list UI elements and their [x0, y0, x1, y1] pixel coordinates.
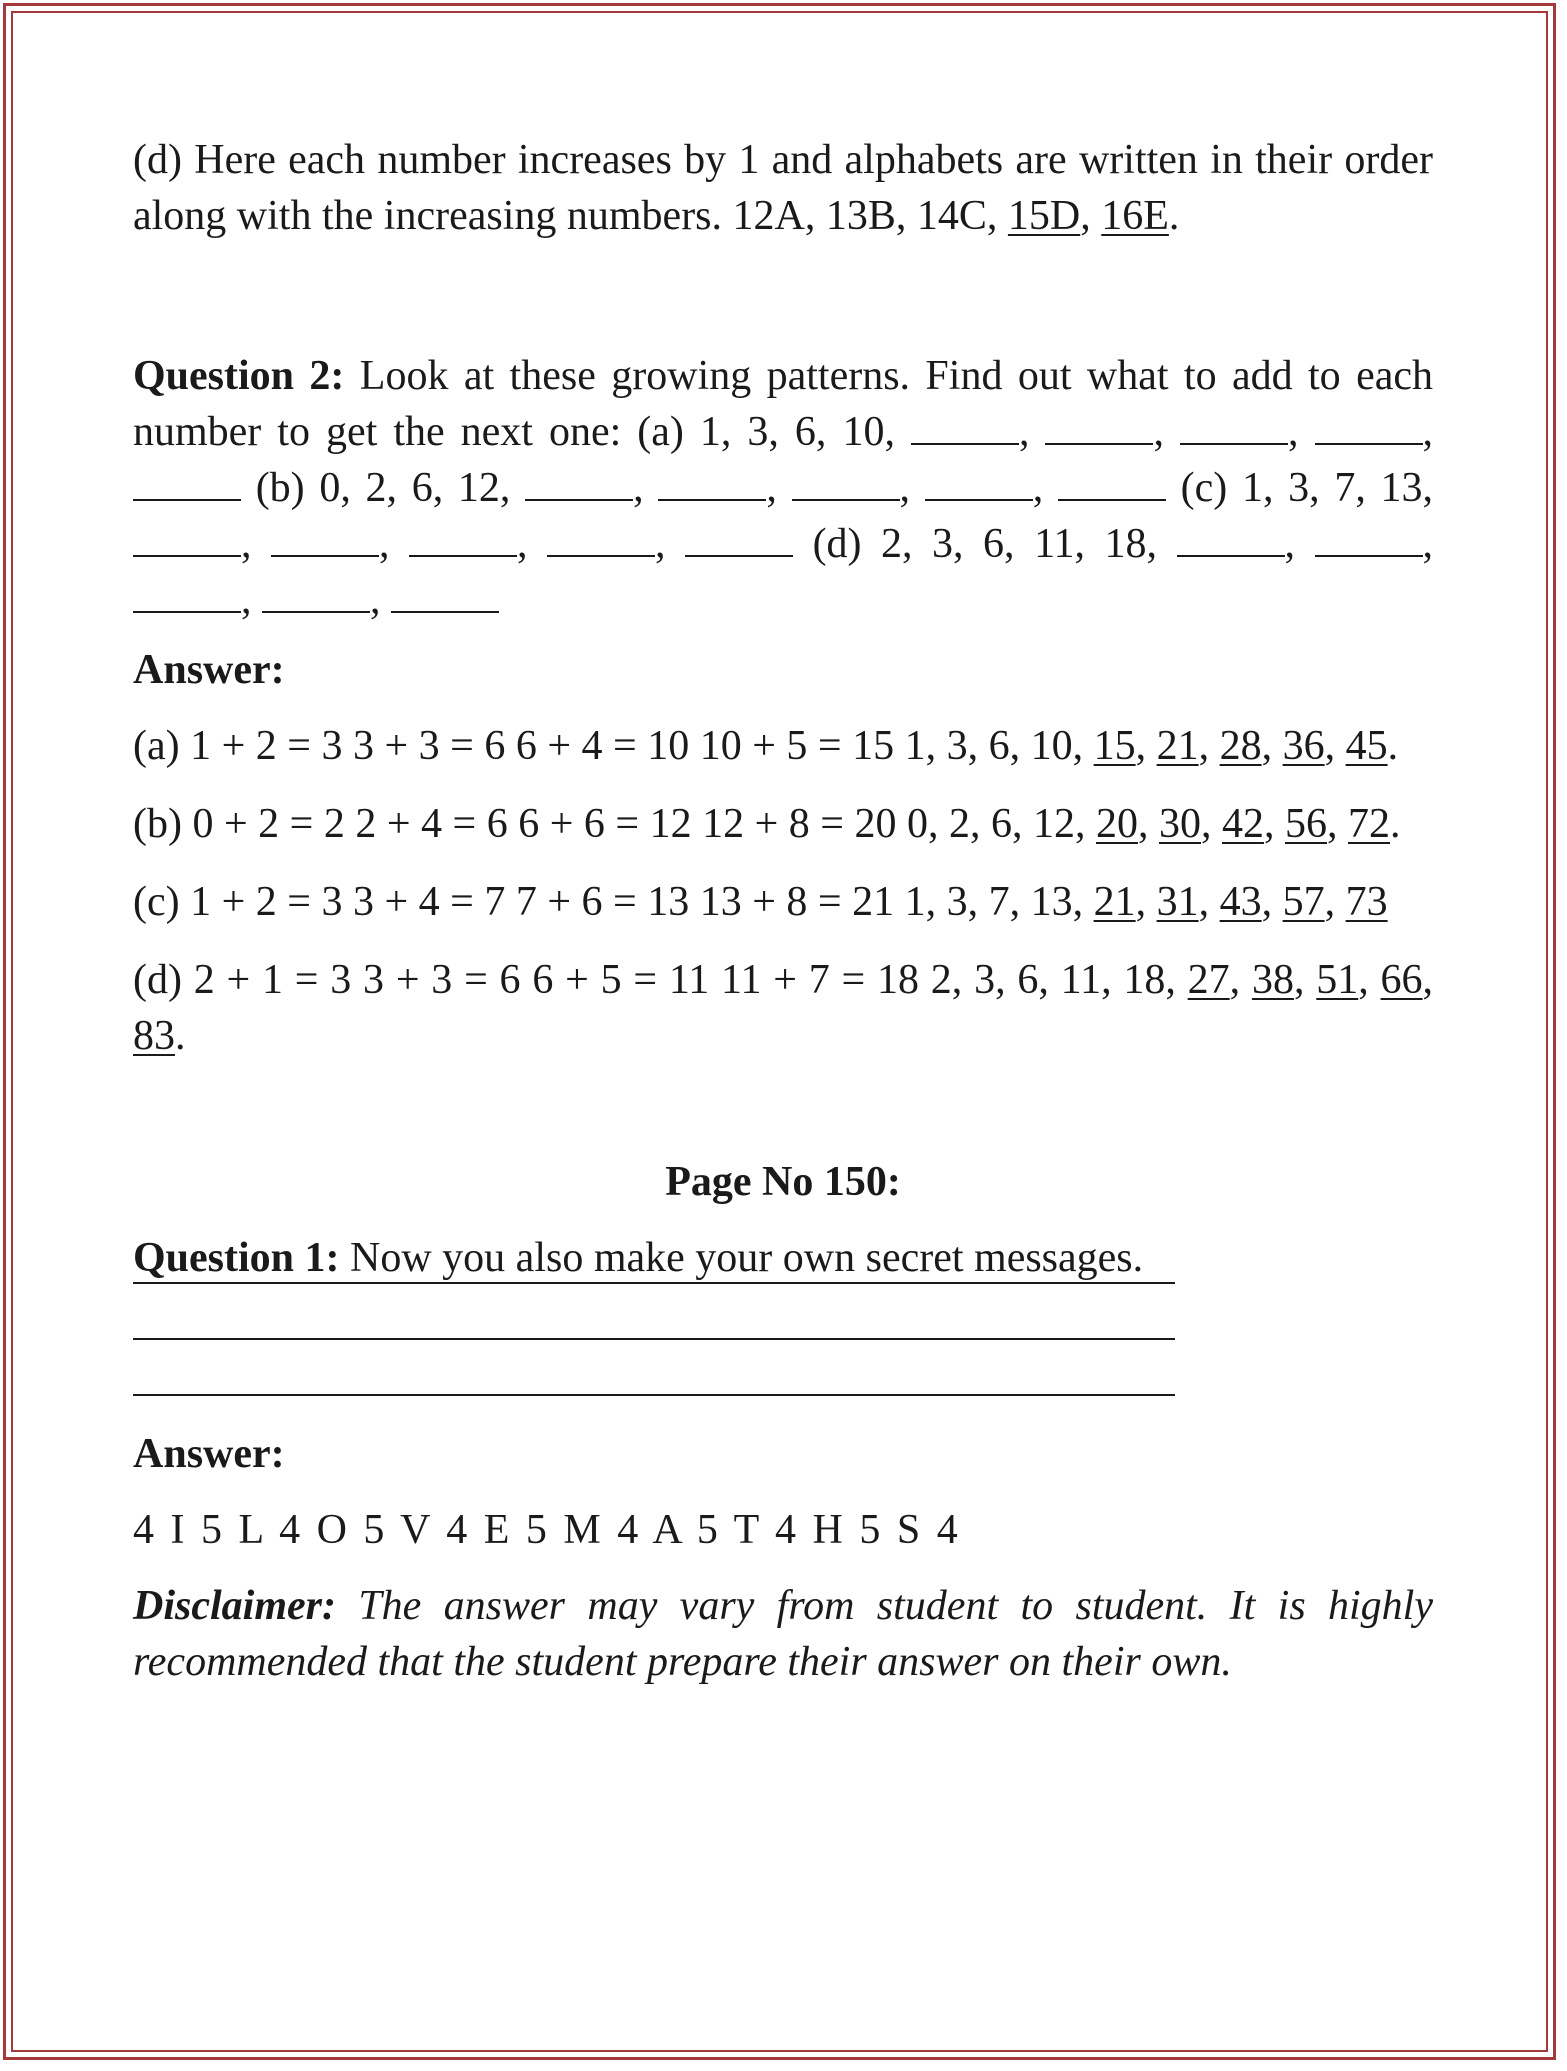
answer-value: 31	[1156, 879, 1199, 925]
blank[interactable]	[133, 463, 241, 501]
blank[interactable]	[547, 519, 655, 557]
answer-value: 42	[1221, 801, 1264, 847]
answer-value: 73	[1345, 879, 1388, 925]
question-1-label: Question 1:	[133, 1235, 340, 1281]
blank[interactable]	[1315, 519, 1423, 557]
blank[interactable]	[262, 575, 370, 613]
blank[interactable]	[911, 407, 1019, 445]
blank[interactable]	[271, 519, 379, 557]
blank[interactable]	[525, 463, 633, 501]
blank[interactable]	[685, 519, 793, 557]
answer-15d: 15D	[1007, 193, 1081, 239]
prev-question-d: (d) Here each number increases by 1 and alphabets are written in their order along with the increasing numbers. 12A, 13B, 14C, 15D, 16E.	[133, 137, 1433, 239]
answer-d: (d) 2 + 1 = 3 3 + 3 = 6 6 + 5 = 11 11 + 7 = 18 2, 3, 6, 11, 18, 27, 38, 51, 66, 83.	[133, 957, 1434, 1059]
blank[interactable]	[133, 519, 241, 557]
answer-value: 21	[1156, 723, 1199, 769]
answer-value: 36	[1282, 723, 1325, 769]
blank[interactable]	[1058, 463, 1166, 501]
answer-value: 30	[1158, 801, 1201, 847]
question-1: Question 1: Now you also make your own secret messages.	[133, 1235, 1144, 1281]
answer-heading-2: Answer:	[133, 1431, 285, 1477]
answer-value: 15	[1093, 723, 1136, 769]
answer-value: 27	[1187, 957, 1230, 1003]
secret-code: 4 I 5 L 4 O 5 V 4 E 5 M 4 A 5 T 4 H 5 S 4	[133, 1507, 961, 1553]
answer-b: (b) 0 + 2 = 2 2 + 4 = 6 6 + 6 = 12 12 + 8 = 20 0, 2, 6, 12, 20, 30, 42, 56, 72.	[133, 801, 1401, 847]
blank[interactable]	[1180, 407, 1288, 445]
answer-value: 43	[1219, 879, 1262, 925]
answer-value: 56	[1284, 801, 1327, 847]
answer-line[interactable]	[133, 1394, 1175, 1396]
answer-value: 57	[1282, 879, 1325, 925]
answer-line[interactable]	[133, 1338, 1175, 1340]
answer-value: 20	[1095, 801, 1138, 847]
answer-a: (a) 1 + 2 = 3 3 + 3 = 6 6 + 4 = 10 10 + 5 = 15 1, 3, 6, 10, 15, 21, 28, 36, 45.	[133, 723, 1399, 769]
answer-c: (c) 1 + 2 = 3 3 + 4 = 7 7 + 6 = 13 13 + 8 = 21 1, 3, 7, 13, 21, 31, 43, 57, 73	[133, 879, 1388, 925]
question-2: Question 2: Look at these growing patterns. Find out what to add to each number to get the next one: (a) 1, 3, 6, 10, , , , , (b) 0, 2, 6, 12, , , , , (c) 1, 3, 7, 13, , , , , (d) 2, 3, 6, 11, 18, , , , ,	[133, 353, 1434, 623]
blank[interactable]	[409, 519, 517, 557]
answer-value: 72	[1347, 801, 1390, 847]
answer-value: 28	[1219, 723, 1262, 769]
answer-value: 66	[1380, 957, 1423, 1003]
disclaimer: Disclaimer: The answer may vary from student to student. It is highly recommended that the student prepare their answer on their own.	[133, 1583, 1433, 1685]
blank[interactable]	[1177, 519, 1285, 557]
blank[interactable]	[925, 463, 1033, 501]
answer-value: 45	[1345, 723, 1388, 769]
blank[interactable]	[133, 575, 241, 613]
blank[interactable]	[658, 463, 766, 501]
answer-value: 83	[133, 1013, 175, 1059]
blank[interactable]	[1315, 407, 1423, 445]
blank[interactable]	[1045, 407, 1153, 445]
disclaimer-label: Disclaimer:	[133, 1583, 336, 1629]
answer-value: 51	[1316, 957, 1359, 1003]
worksheet-content	[133, 132, 1433, 1690]
blank[interactable]	[792, 463, 900, 501]
answer-heading: Answer:	[133, 647, 285, 693]
answer-16e: 16E	[1101, 193, 1169, 239]
page-heading: Page No 150:	[665, 1159, 901, 1205]
question-2-label: Question 2:	[133, 353, 345, 399]
answer-value: 38	[1251, 957, 1294, 1003]
answer-value: 21	[1093, 879, 1136, 925]
blank[interactable]	[391, 575, 499, 613]
